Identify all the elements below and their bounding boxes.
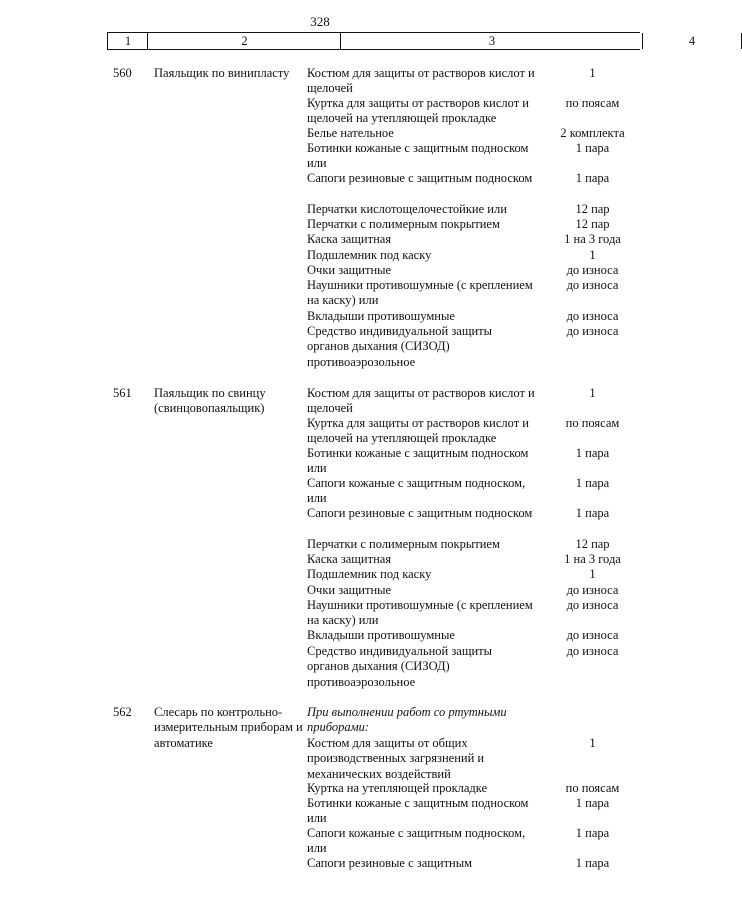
item-quantity: 12 пар	[575, 537, 610, 551]
item-name: Куртка на утепляющей прокладке	[307, 781, 488, 795]
item-quantity: 12 пар	[575, 217, 610, 231]
item-quantity: до износа	[566, 263, 619, 277]
column-header-4: 4	[642, 33, 742, 49]
item-quantity: 1	[589, 248, 596, 262]
entry-number: 561	[113, 386, 132, 400]
item-name: Подшлемник под каску	[307, 567, 432, 581]
item-quantity: 1	[589, 567, 596, 581]
item-name: Каска защитная	[307, 552, 392, 566]
section-subheading: При выполнении работ со ртутными приборами:	[307, 705, 507, 735]
item-quantity: 1 пара	[575, 141, 610, 155]
item-quantity: 1 пара	[575, 446, 610, 460]
item-quantity: 1 пара	[575, 826, 610, 840]
item-name: Ботинки кожаные с защитным подноском или	[307, 141, 529, 171]
item-quantity: 1 пара	[575, 171, 610, 185]
item-quantity: до износа	[566, 324, 619, 338]
item-quantity: до износа	[566, 644, 619, 658]
item-quantity: по поясам	[565, 96, 620, 110]
item-name: Подшлемник под каску	[307, 248, 432, 262]
table-header	[107, 32, 696, 50]
item-name: Сапоги резиновые с защитным подноском	[307, 171, 533, 185]
item-name: Наушники противошумные (с креплением на каску) или	[307, 278, 533, 308]
item-name: Белье нательное	[307, 126, 394, 140]
item-name: Сапоги кожаные с защитным подноском, или	[307, 826, 526, 856]
item-quantity: 12 пар	[575, 202, 610, 216]
item-name: Перчатки с полимерным покрытием	[307, 217, 500, 231]
profession-name: Паяльщик по винипласту	[154, 66, 290, 80]
item-quantity: до износа	[566, 628, 619, 642]
item-quantity: по поясам	[565, 416, 620, 430]
item-quantity: 1 пара	[575, 796, 610, 810]
item-name: Очки защитные	[307, 263, 392, 277]
page-number: 328	[310, 14, 330, 29]
item-name: Ботинки кожаные с защитным подноском или	[307, 446, 529, 476]
column-header-3: 3	[340, 33, 643, 49]
item-quantity: 1	[589, 66, 596, 80]
item-quantity: 1	[589, 386, 596, 400]
item-quantity: 1 на 3 года	[564, 232, 621, 246]
item-name: Наушники противошумные (с креплением на каску) или	[307, 598, 533, 628]
item-name: Перчатки кислотощелочестойкие или	[307, 202, 507, 216]
item-name: Перчатки с полимерным покрытием	[307, 537, 500, 551]
item-name: Средство индивидуальной защиты органов дыхания (СИЗОД) противоаэрозольное	[307, 324, 493, 369]
item-name: Вкладыши противошумные	[307, 628, 455, 642]
item-quantity: по поясам	[565, 781, 620, 795]
item-name: Вкладыши противошумные	[307, 309, 455, 323]
item-name: Костюм для защиты от общих производственных загрязнений и механических воздействий	[307, 736, 485, 781]
item-quantity: до износа	[566, 598, 619, 612]
item-quantity: 1 пара	[575, 476, 610, 490]
item-name: Куртка для защиты от растворов кислот и щелочей на утепляющей прокладке	[307, 416, 529, 446]
item-name: Сапоги резиновые с защитным подноском	[307, 506, 533, 520]
item-quantity: 1 пара	[575, 506, 610, 520]
item-name: Куртка для защиты от растворов кислот и щелочей на утепляющей прокладке	[307, 96, 529, 126]
column-header-2: 2	[147, 33, 341, 49]
column-header-1: 1	[107, 33, 148, 49]
item-name: Каска защитная	[307, 232, 392, 246]
item-name: Костюм для защиты от растворов кислот и щелочей	[307, 386, 535, 416]
item-name: Средство индивидуальной защиты органов дыхания (СИЗОД) противоаэрозольное	[307, 644, 493, 689]
item-name: Сапоги кожаные с защитным подноском, или	[307, 476, 526, 506]
item-quantity: 1 на 3 года	[564, 552, 621, 566]
item-name: Сапоги резиновые с защитным	[307, 856, 473, 870]
profession-name: Слесарь по контрольно-измерительным приборам и автоматике	[154, 705, 303, 750]
item-quantity: 1 пара	[575, 856, 610, 870]
item-name: Ботинки кожаные с защитным подноском или	[307, 796, 529, 826]
entry-number: 560	[113, 66, 132, 80]
item-name: Очки защитные	[307, 583, 392, 597]
item-quantity: до износа	[566, 278, 619, 292]
item-quantity: 2 комплекта	[560, 126, 625, 140]
entry-number: 562	[113, 705, 132, 719]
item-name: Костюм для защиты от растворов кислот и щелочей	[307, 66, 535, 96]
item-quantity: 1	[589, 736, 596, 750]
item-quantity: до износа	[566, 583, 619, 597]
item-quantity: до износа	[566, 309, 619, 323]
profession-name: Паяльщик по свинцу (свинцовопаяльщик)	[154, 386, 266, 416]
